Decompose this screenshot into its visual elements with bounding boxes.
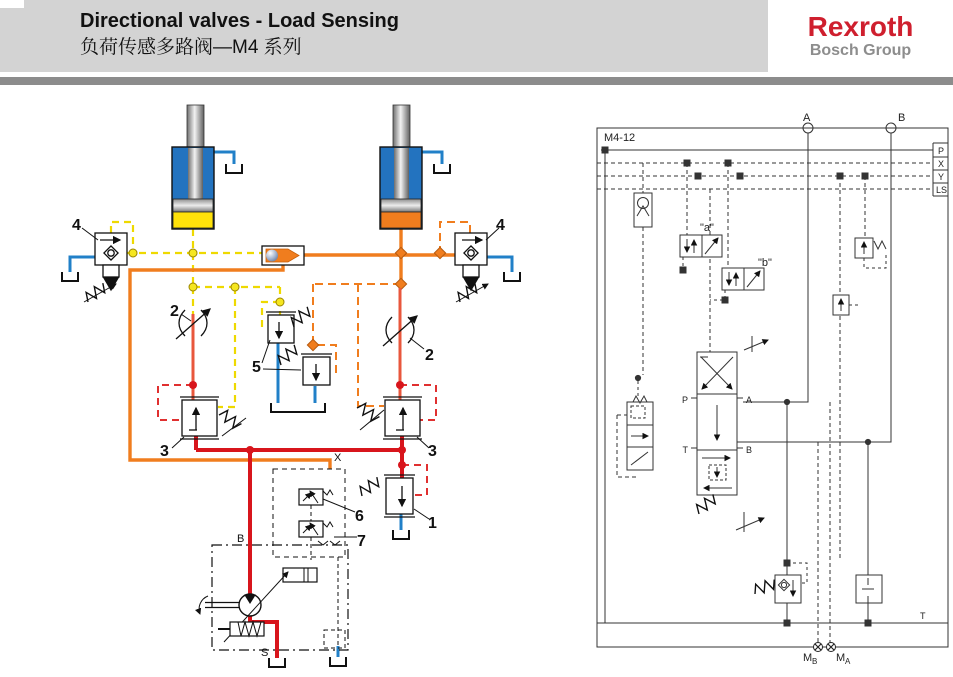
callout-7: 7 — [357, 533, 366, 550]
model-label: M4-12 — [604, 132, 636, 144]
page-subtitle: 负荷传感多路阀—M4 系列 — [80, 37, 302, 58]
ma-sub-label: A — [845, 657, 851, 666]
tank-symbol-wide — [271, 403, 325, 412]
inlet-compensator — [617, 375, 653, 477]
valve-4-left — [83, 233, 127, 304]
main-spool-valve — [691, 336, 768, 532]
plug-box — [856, 442, 882, 623]
main-relief-valve — [752, 402, 807, 623]
pilot-valve-mid-right — [833, 295, 858, 315]
callout-4-left: 4 — [72, 217, 81, 234]
shuttle-valve — [262, 246, 304, 265]
valve-5a — [266, 305, 313, 343]
gauge-port-mb — [814, 643, 823, 652]
compensator-3-left — [180, 397, 246, 439]
pilot-valve-top-right — [855, 238, 886, 268]
callout-4-right: 4 — [496, 217, 505, 234]
check-valve — [634, 193, 652, 227]
load-sensing-circuit — [62, 105, 520, 667]
ma-label: M — [836, 652, 846, 664]
red-junctions — [189, 381, 406, 469]
tank-symbol — [434, 164, 450, 173]
callout-3-left: 3 — [160, 443, 169, 460]
callout-6: 6 — [355, 508, 364, 525]
bus-label-ls: LS — [936, 185, 948, 195]
valve-1-relief — [357, 475, 415, 517]
stroking-cylinder — [283, 568, 317, 582]
lever-top — [744, 336, 768, 352]
page-title: Directional valves - Load Sensing — [80, 10, 399, 32]
valve-4-right — [455, 233, 488, 304]
t-line-label: T — [920, 611, 926, 621]
pump-supply-lines — [196, 436, 402, 658]
lever-bottom — [736, 512, 764, 532]
logo-brand-text: Rexroth — [807, 11, 914, 42]
tank-symbol — [393, 530, 409, 539]
callout-5: 5 — [252, 359, 261, 376]
tank-symbol — [330, 657, 346, 666]
port-b-label: B — [898, 112, 906, 124]
spool-a-label: A — [746, 395, 753, 405]
pilot-lines-orange-dashed — [313, 222, 470, 406]
spool-b-label: B — [746, 445, 753, 455]
callout-2-left: 2 — [170, 303, 179, 320]
m4-12-schematic — [597, 112, 948, 666]
secondary-valve-a — [680, 235, 722, 273]
tank-symbol — [269, 658, 285, 667]
valve-7 — [299, 521, 340, 545]
orange-junctions — [307, 247, 445, 350]
port-label-x: X — [334, 452, 342, 464]
callout-3-right: 3 — [428, 443, 437, 460]
pilot-drop-lines — [643, 163, 865, 643]
callout-leaders — [82, 228, 499, 537]
callout-2-right: 2 — [425, 347, 434, 364]
cylinder-right — [380, 105, 422, 229]
bus-label-p: P — [938, 146, 945, 156]
section-a-label: "a" — [700, 222, 714, 234]
valve-5b — [275, 343, 332, 385]
spool-t-label: T — [682, 445, 688, 455]
spool-p-label: P — [681, 395, 688, 405]
logo-group-text: Bosch Group — [809, 42, 912, 59]
mb-sub-label: B — [812, 657, 818, 666]
spring-cylinder — [218, 622, 264, 636]
section-b-label: "b" — [758, 257, 772, 269]
port-a-label: A — [803, 112, 811, 124]
bus-label-y: Y — [938, 172, 945, 182]
cylinder-left — [172, 105, 214, 229]
ls-junctions — [129, 249, 284, 306]
valve-6 — [299, 489, 333, 505]
tank-symbol — [62, 272, 78, 281]
compensator-3-right — [356, 397, 422, 439]
secondary-valve-b — [710, 268, 764, 303]
gauge-port-ma — [827, 643, 836, 652]
bus-label-x: X — [938, 159, 945, 169]
port-label-s: S — [261, 647, 269, 659]
port-label-b: B — [237, 533, 245, 545]
mb-label: M — [803, 652, 813, 664]
tank-symbol — [504, 272, 520, 281]
tank-symbol — [226, 164, 242, 173]
callout-1: 1 — [428, 515, 437, 532]
metered-lines — [193, 288, 400, 400]
